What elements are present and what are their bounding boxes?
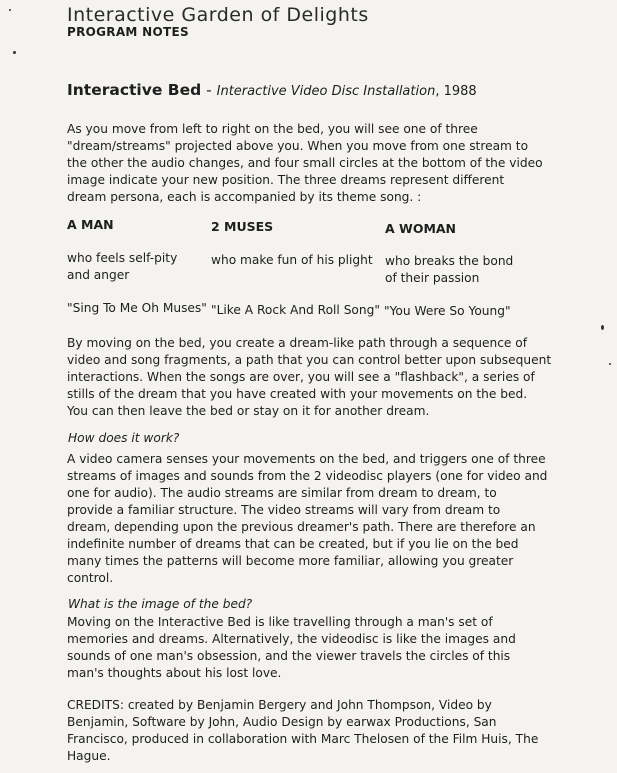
text-line: As you move from left to right on the bed, you will see one of three	[67, 122, 478, 136]
text-line: of their passion	[385, 271, 480, 285]
scan-speck	[609, 363, 611, 365]
piece-year: , 1988	[435, 84, 477, 99]
text-line: many times the patterns will become more familiar, allowing you greater	[67, 554, 514, 568]
document-title: Interactive Garden of Delights	[67, 4, 369, 26]
persona-heading-muses: 2 MUSES	[211, 219, 274, 234]
persona-desc-muses	[211, 252, 373, 269]
text-line: stills of the dream that you have created with your movements on the bed.	[67, 387, 528, 401]
text-line: By moving on the bed, you create a dream-like path through a sequence of	[67, 336, 528, 350]
image-heading: What is the image of the bed?	[68, 597, 253, 611]
text-line: video and song fragments, a path that you can control better upon subsequent	[67, 353, 552, 367]
piece-dash: -	[201, 81, 217, 99]
text-line: Moving on the Interactive Bed is like travelling through a man's set of	[67, 615, 493, 629]
moving-paragraph	[67, 335, 552, 420]
text-line: A video camera senses your movements on the bed, and triggers one of three	[67, 452, 546, 466]
persona-song-muses: "Like A Rock And Roll Song"	[211, 303, 380, 317]
text-line: who feels self-pity	[67, 251, 178, 265]
piece-name: Interactive Bed	[67, 81, 202, 99]
how-paragraph	[67, 451, 548, 587]
text-line: control.	[67, 571, 114, 585]
text-line: who make fun of his plight	[211, 253, 373, 267]
text-line: Hague.	[67, 749, 111, 763]
persona-song-woman: "You Were So Young"	[384, 304, 511, 318]
text-line: You can then leave the bed or stay on it for another dream.	[67, 404, 430, 418]
text-line: sounds of one man's obsession, and the viewer travels the circles of this	[67, 649, 511, 663]
text-line: streams of images and sounds from the 2 videodisc players (one for video and	[67, 469, 548, 483]
intro-paragraph	[67, 121, 543, 206]
text-line: one for audio). The audio streams are similar from dream to dream, to	[67, 486, 497, 500]
document-subtitle: PROGRAM NOTES	[67, 25, 189, 39]
piece-medium: Interactive Video Disc Installation	[216, 84, 436, 99]
scan-speck	[9, 9, 11, 11]
how-heading: How does it work?	[68, 431, 180, 445]
piece-title	[67, 81, 477, 99]
text-line: the other the audio changes, and four small circles at the bottom of the video	[67, 156, 543, 170]
text-line: indefinite number of dreams that can be created, but if you lie on the bed	[67, 537, 519, 551]
credits-paragraph	[67, 697, 537, 765]
text-line: "dream/streams" projected above you. When you move from one stream to	[67, 139, 529, 153]
persona-heading-woman: A WOMAN	[385, 221, 457, 236]
text-line: Francisco, produced in collaboration with Marc Thelosen of the Film Huis, The	[67, 732, 539, 746]
text-line: Benjamin, Software by John, Audio Design by earwax Productions, San	[67, 715, 497, 729]
text-line: dream, depending upon the previous dreamer's path. There are therefore an	[67, 520, 536, 534]
persona-heading-man: A MAN	[67, 217, 114, 232]
text-line: man's thoughts about his lost love.	[67, 666, 282, 680]
persona-desc-man	[67, 250, 177, 284]
persona-desc-woman	[385, 253, 513, 287]
text-line: memories and dreams. Alternatively, the videodisc is like the images and	[67, 632, 516, 646]
text-line: interactions. When the songs are over, you will see a "flashback", a series of	[67, 370, 535, 384]
text-line: and anger	[67, 268, 130, 282]
scan-speck	[601, 325, 604, 330]
text-line: CREDITS: created by Benjamin Bergery and John Thompson, Video by	[67, 698, 492, 712]
text-line: who breaks the bond	[385, 254, 514, 268]
scan-speck	[13, 51, 16, 54]
persona-song-man: "Sing To Me Oh Muses"	[67, 301, 207, 315]
text-line: image indicate your new position. The three dreams represent different	[67, 173, 505, 187]
text-line: provide a familiar structure. The video streams will vary from dream to	[67, 503, 501, 517]
text-line: dream persona, each is accompanied by its theme song. :	[67, 190, 422, 204]
image-paragraph	[67, 614, 537, 682]
